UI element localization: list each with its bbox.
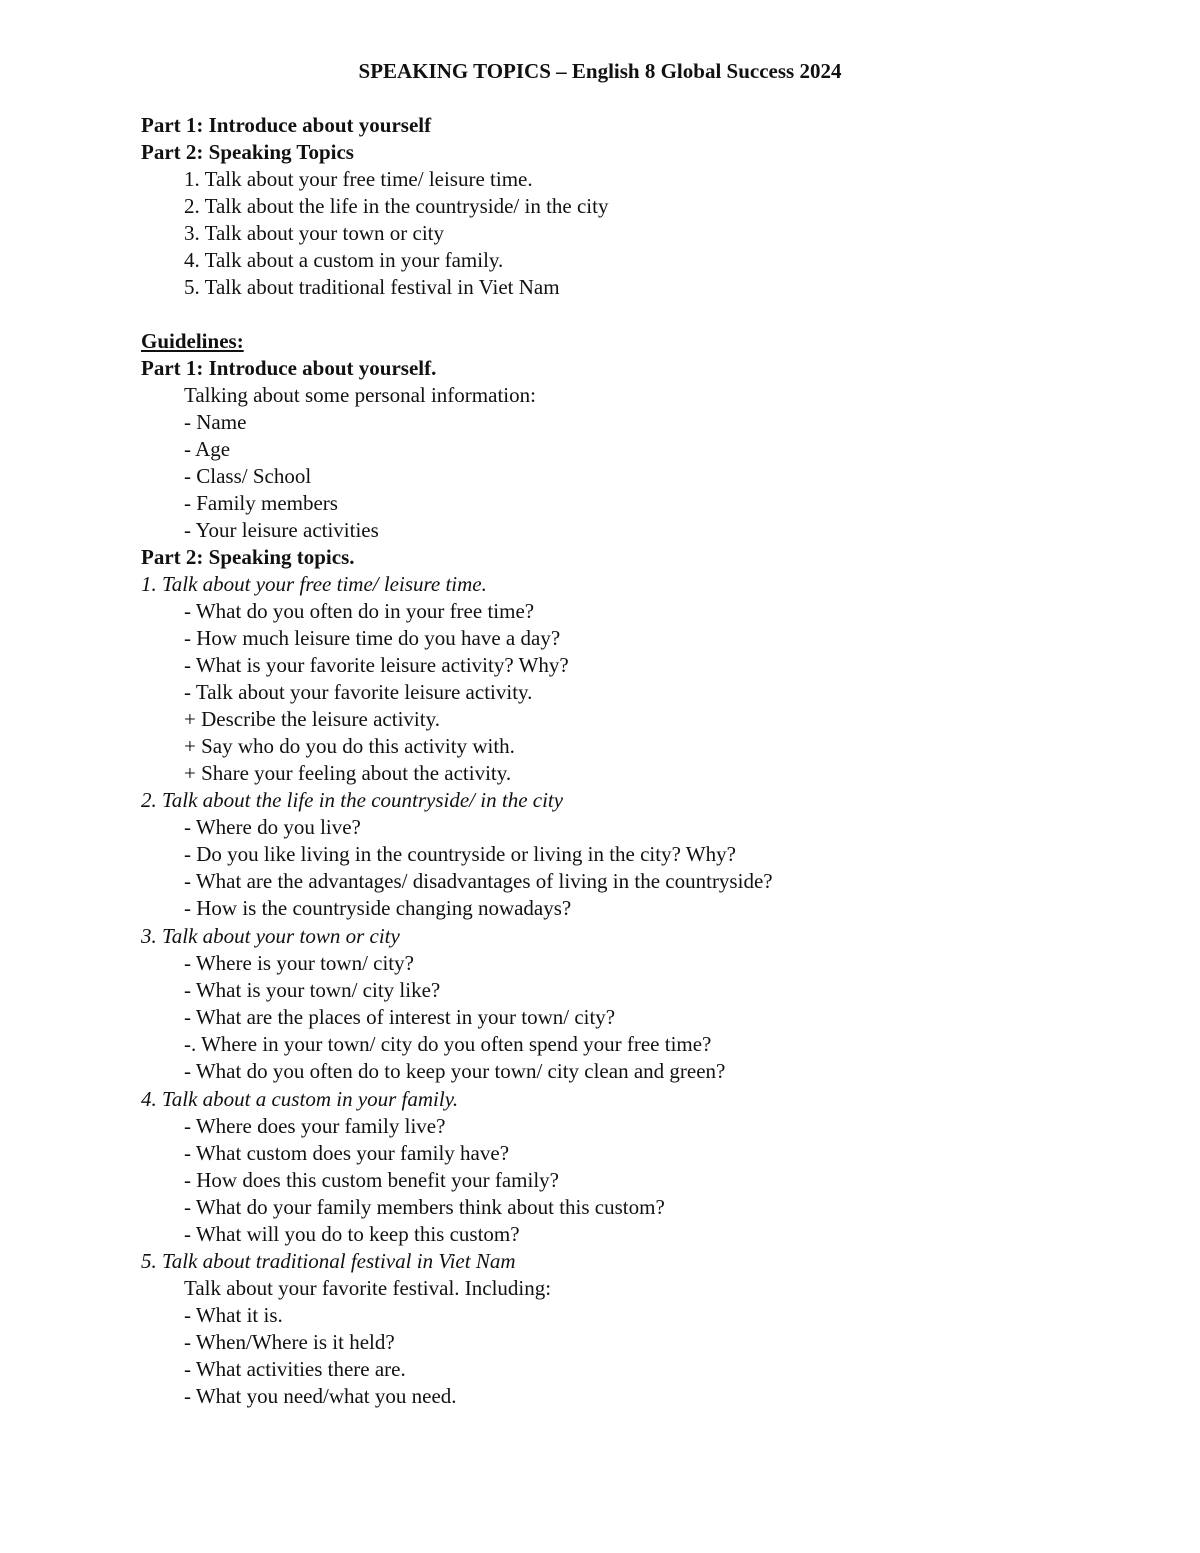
topic1-question: - What do you often do in your free time? [184, 599, 535, 623]
topic1-subpoint: + Describe the leisure activity. [184, 707, 440, 731]
guidelines-part1-heading: Part 1: Introduce about yourself. [141, 356, 437, 380]
topic2-question: - Do you like living in the countryside or living in the city? Why? [184, 842, 736, 866]
personal-info-item: - Name [184, 410, 247, 434]
topic2-title: 2. Talk about the life in the countryside/ in the city [141, 788, 564, 812]
personal-info-item: - Your leisure activities [184, 518, 379, 542]
topic3-question: - What do you often do to keep your town/ city clean and green? [184, 1059, 726, 1083]
topic5-question: - What you need/what you need. [184, 1384, 457, 1408]
topic3-question: -. Where in your town/ city do you often spend your free time? [184, 1032, 712, 1056]
topic3-question: - What are the places of interest in your town/ city? [184, 1005, 616, 1029]
topic3-question: - Where is your town/ city? [184, 951, 414, 975]
topic4-question: - What do your family members think about this custom? [184, 1195, 665, 1219]
topic1-subpoint: + Share your feeling about the activity. [184, 761, 512, 785]
guidelines-heading: Guidelines: [141, 329, 244, 353]
personal-info-item: - Class/ School [184, 464, 312, 488]
personal-info-item: - Age [184, 437, 231, 461]
topic1-question: - What is your favorite leisure activity? Why? [184, 653, 569, 677]
topic5-question: - What activities there are. [184, 1357, 406, 1381]
topic1-question: - Talk about your favorite leisure activity. [184, 680, 533, 704]
topic3-question: - What is your town/ city like? [184, 978, 441, 1002]
topic2-question: - What are the advantages/ disadvantages of living in the countryside? [184, 869, 773, 893]
topic5-intro: Talk about your favorite festival. Including: [184, 1276, 552, 1300]
overview-part2-heading: Part 2: Speaking Topics [141, 140, 354, 164]
guidelines-part1-intro: Talking about some personal information: [184, 383, 536, 407]
topic4-question: - How does this custom benefit your family? [184, 1168, 560, 1192]
overview-topic-item: 4. Talk about a custom in your family. [184, 248, 504, 272]
overview-part1-heading: Part 1: Introduce about yourself [141, 113, 432, 137]
topic3-title: 3. Talk about your town or city [141, 924, 400, 948]
document-title: SPEAKING TOPICS – English 8 Global Success 2024 [358, 59, 842, 83]
topic4-title: 4. Talk about a custom in your family. [141, 1087, 459, 1111]
topic4-question: - What custom does your family have? [184, 1141, 510, 1165]
personal-info-item: - Family members [184, 491, 338, 515]
topic1-subpoint: + Say who do you do this activity with. [184, 734, 515, 758]
topic5-title: 5. Talk about traditional festival in Viet Nam [141, 1249, 516, 1273]
topic4-question: - What will you do to keep this custom? [184, 1222, 520, 1246]
topic5-question: - What it is. [184, 1303, 283, 1327]
overview-topic-item: 1. Talk about your free time/ leisure time. [184, 167, 533, 191]
topic5-question: - When/Where is it held? [184, 1330, 395, 1354]
overview-topic-item: 5. Talk about traditional festival in Viet Nam [184, 275, 560, 299]
topic4-question: - Where does your family live? [184, 1114, 446, 1138]
overview-topic-item: 2. Talk about the life in the countryside/ in the city [184, 194, 609, 218]
topic1-title: 1. Talk about your free time/ leisure time. [141, 572, 487, 596]
topic1-question: - How much leisure time do you have a day? [184, 626, 561, 650]
topic2-question: - Where do you live? [184, 815, 361, 839]
overview-topic-item: 3. Talk about your town or city [184, 221, 445, 245]
guidelines-part2-heading: Part 2: Speaking topics. [141, 545, 355, 569]
topic2-question: - How is the countryside changing nowadays? [184, 896, 572, 920]
